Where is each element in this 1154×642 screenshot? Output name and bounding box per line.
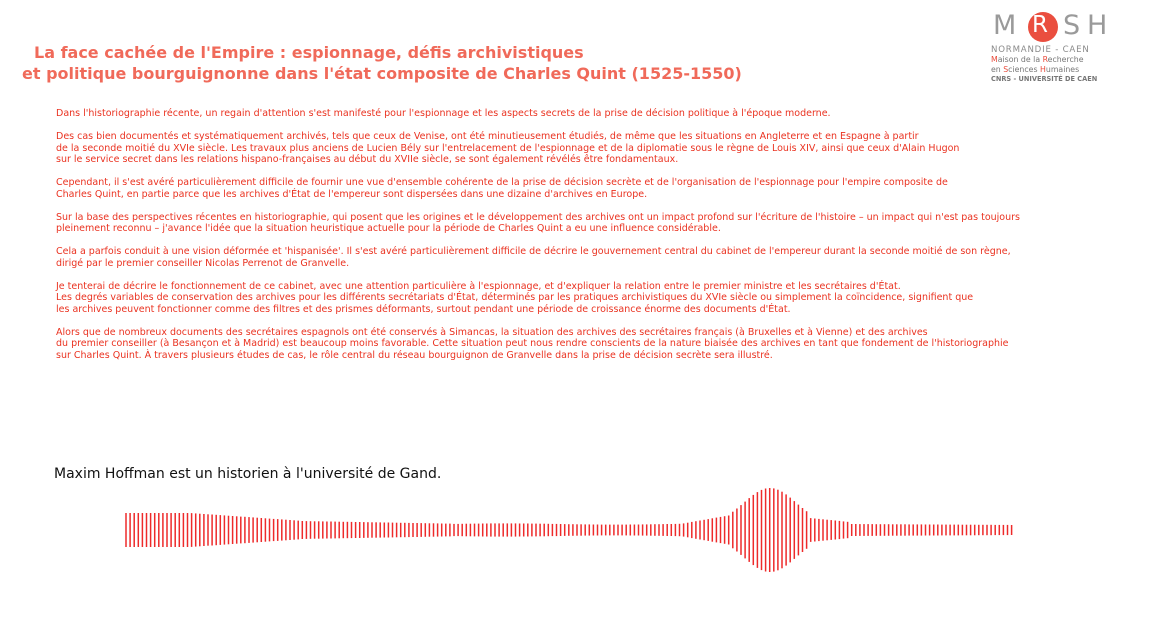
paragraph (56, 212, 1151, 235)
logo-letter-m: M (993, 10, 1018, 41)
logo-letter-r: R (1032, 12, 1049, 38)
paragraph-line: pleinement reconnu – j'avance l'idée que la situation heuristique actuelle pour la période de Charles Quint a eu une influence considérable. (56, 223, 721, 234)
paragraph-line: de la seconde moitié du XVIe siècle. Les travaux plus anciens de Lucien Bély sur l'entrelacement de l'espionnage et de la diplomatie sous le règne de Louis XIV, ainsi que ceux d'Alain Hugon (56, 142, 960, 154)
logo-letter-h: H (1087, 10, 1109, 41)
paragraph-line: Des cas bien documentés et systématiquement archivés, tels que ceux de Venise, ont été minutieusement étudiés, de même que les situations en Angleterre et en Espagne à partir (56, 131, 919, 142)
speaker-caption: Maxim Hoffman est un historien à l'université de Gand. (54, 466, 442, 482)
paragraph (56, 246, 1151, 269)
paragraph-line: Cependant, il s'est avéré particulièrement difficile de fournir une vue d'ensemble cohérente de la prise de décision secrète et de l'organisation de l'espionnage pour l'empire composite de (56, 177, 948, 188)
mrsh-logo (985, 8, 1125, 83)
paragraph-line: Dans l'historiographie récente, un regain d'attention s'est manifesté pour l'espionnage et les aspects secrets de la prise de décision politique à l'époque moderne. (56, 108, 831, 119)
title-line-1: La face cachée de l'Empire : espionnage, défis archivistiques (34, 43, 584, 62)
logo-letter-s: S (1063, 10, 1082, 41)
paragraph-line: Sur la base des perspectives récentes en historiographie, qui posent que les origines et le développement des archives ont un impact profond sur l'écriture de l'histoire – un impact qui n'est pas toujours (56, 211, 1020, 223)
paragraph-line: Je tenterai de décrire le fonctionnement de ce cabinet, avec une attention particulière à l'espionnage, et d'expliquer la relation entre le premier ministre et les secrétaires d'État. (56, 280, 901, 292)
paragraph (56, 108, 1151, 120)
paragraph-line: dirigé par le premier conseiller Nicolas Perrenot de Granvelle. (56, 257, 350, 269)
paragraph-line: Les degrés variables de conservation des archives pour les différents secrétariats d'État, déterminés par les pratiques archivistiques du XVIe siècle ou simplement la coïncidence, signifient que (56, 292, 974, 303)
paragraph-line: les archives peuvent fonctionner comme des filtres et des prismes déformants, surtout pendant une période de croissance énorme des documents d'État. (56, 303, 791, 315)
paragraph-line: du premier conseiller (à Besançon et à Madrid) est beaucoup moins favorable. Cette situation peut nous rendre conscients de la nature biaisée des archives en tant que fondement de l'historiographie (56, 338, 1009, 349)
logo-line-2: en Sciences Humaines (991, 65, 1080, 74)
abstract-text (56, 108, 1151, 373)
logo-line-3: CNRS - UNIVERSITÉ DE CAEN (991, 75, 1098, 83)
paragraph (56, 327, 1151, 362)
audio-waveform (120, 484, 1020, 576)
paragraph (56, 131, 1151, 166)
logo-mark (985, 8, 1125, 42)
paragraph (56, 177, 1151, 200)
page-title (22, 42, 822, 84)
title-line-2: et politique bourguignonne dans l'état composite de Charles Quint (1525-1550) (22, 64, 742, 83)
paragraph-line: sur Charles Quint. À travers plusieurs études de cas, le rôle central du réseau bourguignon de Granvelle dans la prise de décision secrète sera illustré. (56, 349, 773, 361)
logo-line-1: Maison de la Recherche (991, 55, 1084, 64)
logo-subtitle: NORMANDIE - CAEN (991, 45, 1090, 55)
paragraph-line: sur le service secret dans les relations hispano-françaises au début du XVIIe siècle, se sont également révélés être fondamentaux. (56, 154, 679, 165)
paragraph-line: Alors que de nombreux documents des secrétaires espagnols ont été conservés à Simancas, la situation des archives des secrétaires français (à Bruxelles et à Vienne) et des archives (56, 326, 928, 338)
paragraph (56, 281, 1151, 316)
paragraph-line: Charles Quint, en partie parce que les archives d'État de l'empereur sont dispersées dans une dizaine d'archives en Europe. (56, 188, 648, 200)
paragraph-line: Cela a parfois conduit à une vision déformée et 'hispanisée'. Il s'est avéré particulièrement difficile de décrire le gouvernement central du cabinet de l'empereur durant la seconde moitié de son règne, (56, 246, 1011, 257)
